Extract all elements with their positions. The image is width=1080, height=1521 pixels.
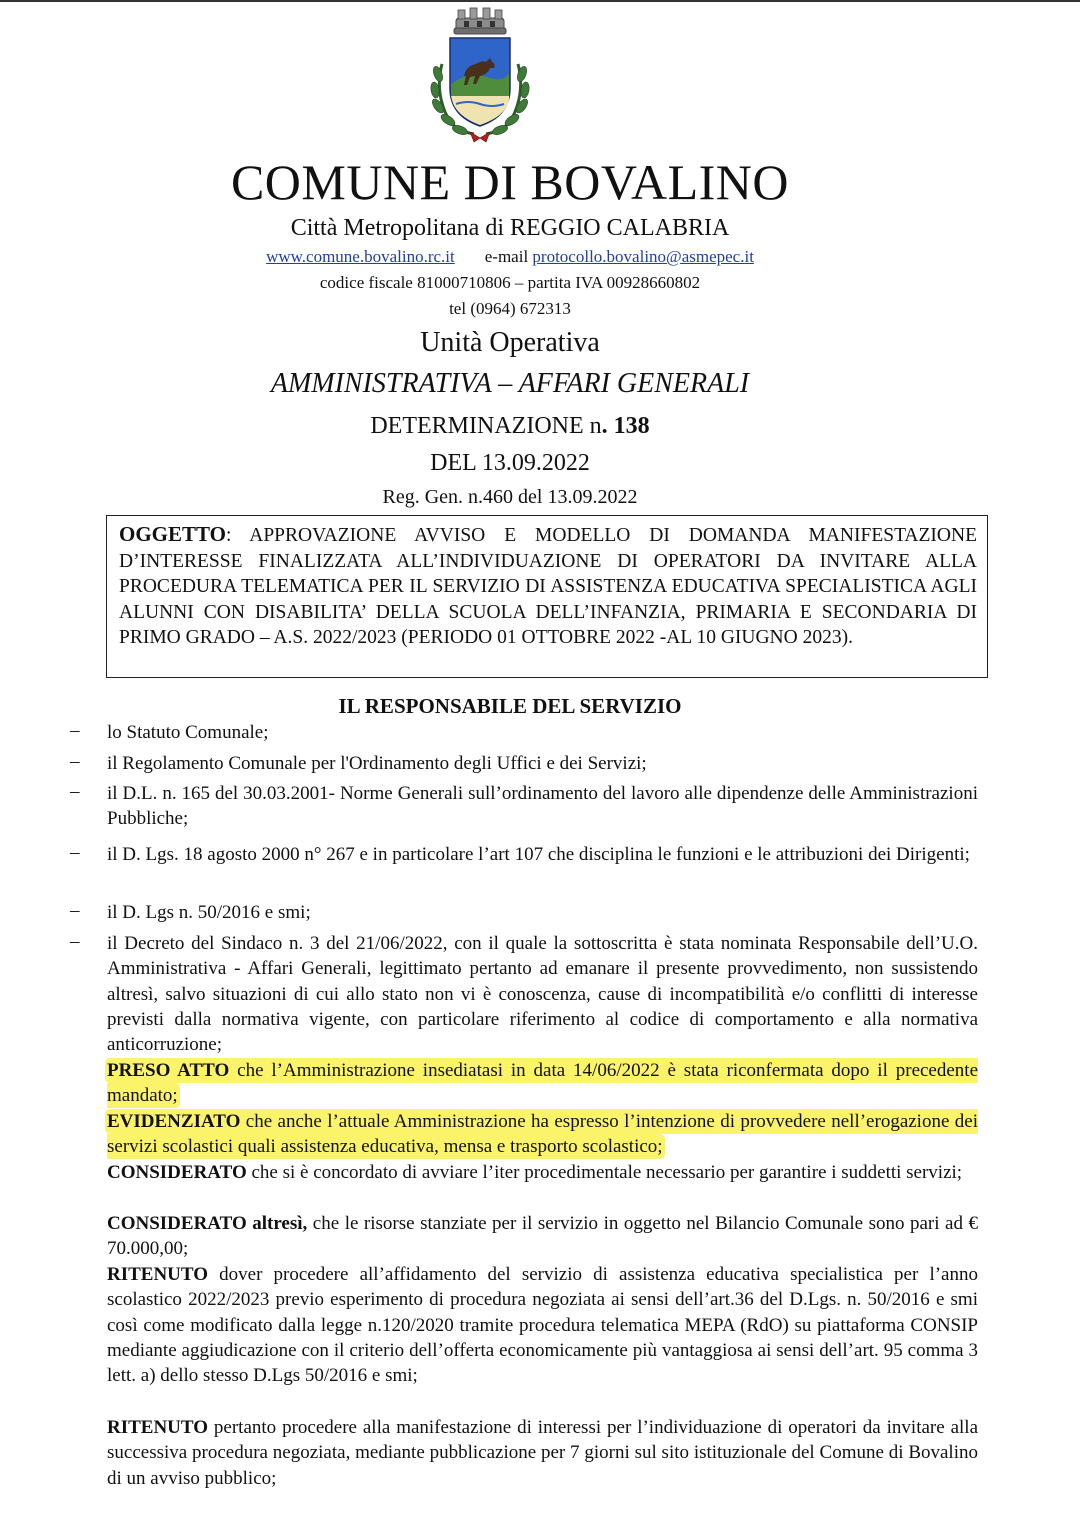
paragraph-text: che le risorse stanziate per il servizio in oggetto nel Bilancio Comunale sono pari ad € 70.000,00;	[107, 1213, 978, 1260]
crown-icon	[454, 8, 506, 34]
fiscal-code-line: codice fiscale 81000710806 – partita IVA 00928660802	[319, 273, 701, 292]
email-label: e-mail	[484, 247, 529, 266]
subject-text: : APPROVAZIONE AVVISO E MODELLO DI DOMANDA MANIFESTAZIONE D’INTERESSE FINALIZZATA ALL’INDIVIDUAZIONE DI OPERATORI DA INVITARE ALLA PROCEDURA TELEMATICA PER IL SERVIZIO DI ASSISTENZA EDUCATIVA SPECIALISTICA AGLI ALUNNI CON DISABILITA’ DELLA SCUOLA DELL’INFANZIA, PRIMARIA E SECONDARIA DI PRIMO GRADO – A.S. 2022/2023 (PERIODO 01 OTTOBRE 2022 -AL 10 GIUGNO 2023).	[119, 525, 977, 648]
coat-of-arms-logo	[420, 4, 540, 144]
subject-label: OGGETTO	[119, 522, 226, 546]
email-link[interactable]: protocollo.bovalino@asmepec.it	[532, 247, 754, 266]
determination-number	[0, 410, 1050, 442]
list-item: il D. Lgs n. 50/2016 e smi;	[107, 902, 311, 923]
paragraph-lead: CONSIDERATO altresì,	[107, 1213, 308, 1234]
operative-unit-heading: Unità Operativa	[420, 327, 600, 358]
bullet-dash: –	[70, 781, 80, 802]
section-heading: IL RESPONSABILE DEL SERVIZIO	[338, 694, 682, 718]
paragraph-lead: CONSIDERATO	[107, 1162, 247, 1183]
paragraph-lead: RITENUTO	[107, 1417, 209, 1438]
paragraph-text: che si è concordato di avviare l’iter procedimentale necessario per garantire i suddetti servizi;	[246, 1162, 963, 1183]
bullet-dash: –	[70, 751, 80, 772]
paragraph-considerato-altresi	[107, 1211, 978, 1262]
paragraph-evidenziato	[107, 1109, 978, 1160]
paragraph-lead: EVIDENZIATO	[107, 1111, 241, 1132]
list-item: il D.L. n. 165 del 30.03.2001- Norme Generali sull’ordinamento del lavoro alle dipendenze delle Amministrazioni Pubbliche;	[107, 783, 978, 830]
list-item: il Decreto del Sindaco n. 3 del 21/06/2022, con il quale la sottoscritta è stata nominata Responsabile dell’U.O. Amministrativa - Affari Generali, legittimato pertanto ad emanare il presente provvedimento, non sussistendo altresì, salvo situazioni di cui allo stato non vi è conoscenza, cause di incompatibilità e/o conflitti di interesse previsti dalla normativa vigente, con particolare riferimento al codice di comportamento e alla normativa anticorruzione;	[107, 933, 978, 1056]
determination-number-value: . 138	[601, 413, 650, 439]
paragraph-ritenuto	[107, 1262, 978, 1388]
list-item: lo Statuto Comunale;	[107, 722, 269, 743]
bullet-dash: –	[70, 931, 80, 952]
top-border-line	[0, 0, 1080, 2]
metropolitan-city-subtitle: Città Metropolitana di REGGIO CALABRIA	[290, 215, 730, 241]
highlighted-text	[107, 1060, 978, 1106]
website-link[interactable]: www.comune.bovalino.rc.it	[266, 247, 455, 266]
telephone-line: tel (0964) 672313	[449, 299, 571, 318]
list-item: il D. Lgs. 18 agosto 2000 n° 267 e in particolare l’art 107 che disciplina le funzioni e le attribuzioni dei Dirigenti;	[107, 844, 970, 865]
paragraph-text: dover procedere all’affidamento del servizio di assistenza educativa specialistica per l’anno scolastico 2022/2023 previo esperimento di procedura negoziata ai sensi dell’art.36 del D.Lgs. n. 50/2016 e smi così come modificato dalla legge n.120/2020 tramite procedura telematica MEPA (RdO) su piattaforma CONSIP mediante aggiudicazione con il criterio dell’offerta economicamente più vantaggiosa ai sensi dell’art. 95 comma 3 lett. a) dello stesso D.Lgs 50/2016 e smi;	[107, 1264, 978, 1387]
paragraph-lead: RITENUTO	[107, 1264, 209, 1285]
shield-icon	[450, 38, 510, 126]
bullet-dash: –	[70, 900, 80, 921]
page-title: COMUNE DI BOVALINO	[230, 154, 790, 210]
determination-prefix: DETERMINAZIONE n	[370, 413, 602, 439]
general-register-line: Reg. Gen. n.460 del 13.09.2022	[382, 486, 638, 508]
bullet-dash: –	[70, 720, 80, 741]
department-heading: AMMINISTRATIVA – AFFARI GENERALI	[270, 368, 750, 399]
paragraph-considerato	[107, 1160, 978, 1185]
contact-line	[0, 246, 1050, 268]
ribbon-icon	[470, 132, 490, 142]
paragraph-preso-atto	[107, 1058, 978, 1109]
paragraph-text: che l’Amministrazione insediatasi in data 14/06/2022 è stata riconfermata dopo il precedente mandato;	[107, 1060, 979, 1107]
bullet-dash: –	[70, 842, 80, 863]
paragraph-text: che anche l’attuale Amministrazione ha espresso l’intenzione di provvedere nell’erogazione dei servizi scolastici quali assistenza educativa, mensa e trasporto scolastico;	[107, 1111, 978, 1158]
paragraph-text: pertanto procedere alla manifestazione di interessi per l’individuazione di operatori da invitare alla successiva procedura negoziata, mediante pubblicazione per 7 giorni sul sito istituzionale del Comune di Bovalino di un avviso pubblico;	[107, 1417, 978, 1489]
list-item: il Regolamento Comunale per l'Ordinamento degli Uffici e dei Servizi;	[107, 753, 647, 774]
subject-box	[106, 515, 988, 678]
paragraph-lead: PRESO ATTO	[107, 1060, 230, 1081]
determination-date: DEL 13.09.2022	[430, 450, 590, 476]
paragraph-ritenuto-pertanto	[107, 1415, 978, 1491]
highlighted-text	[107, 1111, 978, 1157]
